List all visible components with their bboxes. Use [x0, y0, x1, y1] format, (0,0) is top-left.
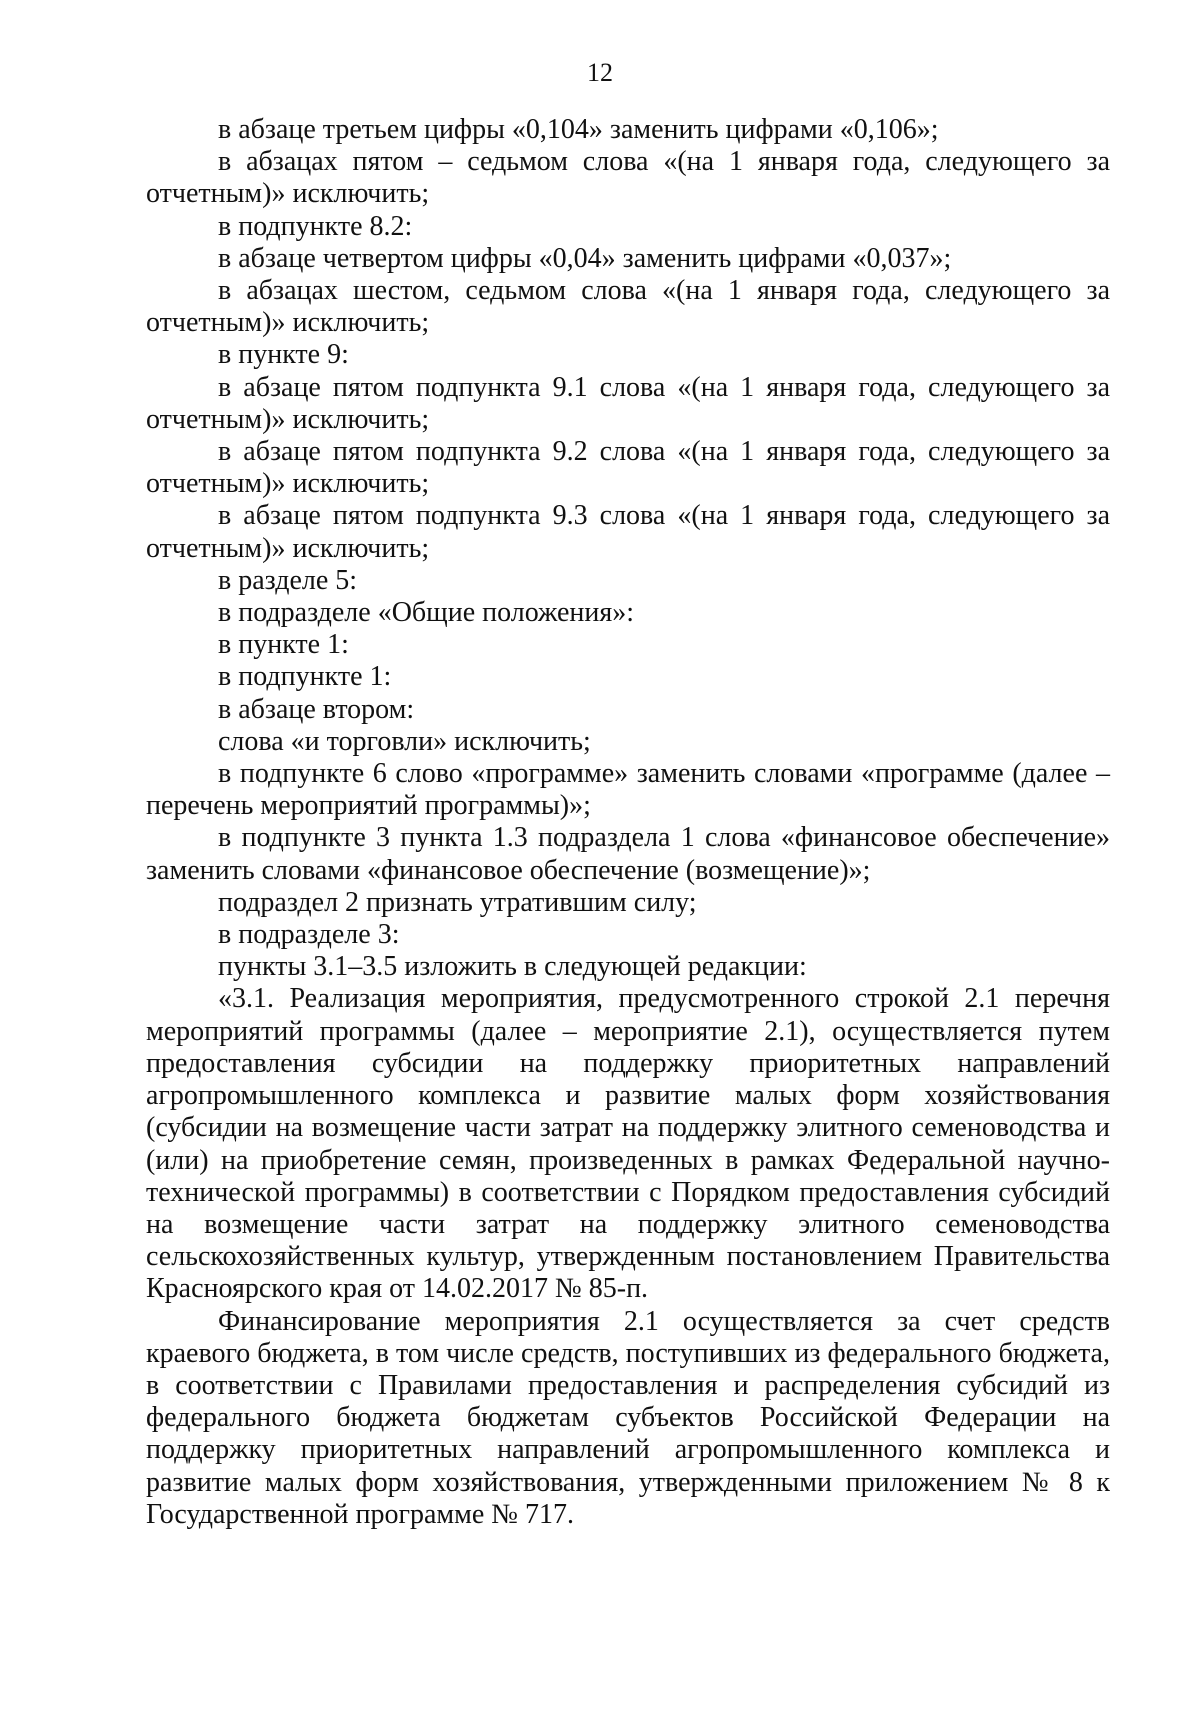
paragraph: в абзаце пятом подпункта 9.3 слова «(на 1 января года, следующего за отчетным)» исключить;: [146, 500, 1110, 564]
paragraph: в подпункте 6 слово «программе» заменить словами «программе (далее – перечень мероприятий программы)»;: [146, 758, 1110, 822]
paragraph: Финансирование мероприятия 2.1 осуществляется за счет средств краевого бюджета, в том числе средств, поступивших из федерального бюджета, в соответствии с Правилами предоставления и распределения субсидий из федерального бюджета бюджетам субъектов Российской Федерации на поддержку приоритетных направлений агропромышленного комплекса и развитие малых форм хозяйствования, утвержденными приложением № 8 к Государственной программе № 717.: [146, 1305, 1110, 1530]
paragraph: подраздел 2 признать утратившим силу;: [218, 886, 697, 918]
paragraph: в абзаце пятом подпункта 9.2 слова «(на 1 января года, следующего за отчетным)» исключить;: [146, 436, 1110, 500]
document-body: [146, 114, 1110, 1531]
paragraph: в абзаце втором:: [218, 693, 415, 725]
paragraph: в абзаце пятом подпункта 9.1 слова «(на 1 января года, следующего за отчетным)» исключить;: [146, 371, 1110, 435]
paragraph: в пункте 9:: [218, 339, 349, 371]
paragraph: в подразделе «Общие положения»:: [218, 597, 635, 629]
paragraph: в подразделе 3:: [218, 919, 400, 951]
paragraph: в подпункте 8.2:: [218, 210, 413, 242]
paragraph: в разделе 5:: [218, 564, 358, 596]
paragraph: в подпункте 3 пункта 1.3 подраздела 1 слова «финансовое обеспечение» заменить словами «финансовое обеспечение (возмещение)»;: [146, 822, 1110, 886]
paragraph: в абзаце третьем цифры «0,104» заменить цифрами «0,106»;: [218, 114, 939, 145]
paragraph: в подпункте 1:: [218, 661, 392, 693]
paragraph: «3.1. Реализация мероприятия, предусмотренного строкой 2.1 перечня мероприятий программы (далее – мероприятие 2.1), осуществляется путем предоставления субсидии на поддержку приоритетных направлений агропромышленного комплекса и развитие малых форм хозяйствования (субсидии на возмещение части затрат на поддержку элитного семеноводства и (или) на приобретение семян, произведенных в рамках Федеральной научно-технической программы) в соответствии с Порядком предоставления субсидий на возмещение части затрат на поддержку элитного семеноводства сельскохозяйственных культур, утвержденным постановлением Правительства Красноярского края от 14.02.2017 № 85-п.: [146, 983, 1110, 1305]
paragraph: в абзаце четвертом цифры «0,04» заменить цифрами «0,037»;: [218, 242, 952, 274]
paragraph: в абзацах шестом, седьмом слова «(на 1 января года, следующего за отчетным)» исключить;: [146, 275, 1110, 339]
paragraph: пункты 3.1–3.5 изложить в следующей редакции:: [218, 951, 807, 983]
paragraph: в пункте 1:: [218, 629, 349, 661]
paragraph: в абзацах пятом – седьмом слова «(на 1 января года, следующего за отчетным)» исключить;: [146, 146, 1110, 210]
page-number: 12: [587, 58, 613, 87]
paragraph: слова «и торговли» исключить;: [218, 725, 591, 757]
